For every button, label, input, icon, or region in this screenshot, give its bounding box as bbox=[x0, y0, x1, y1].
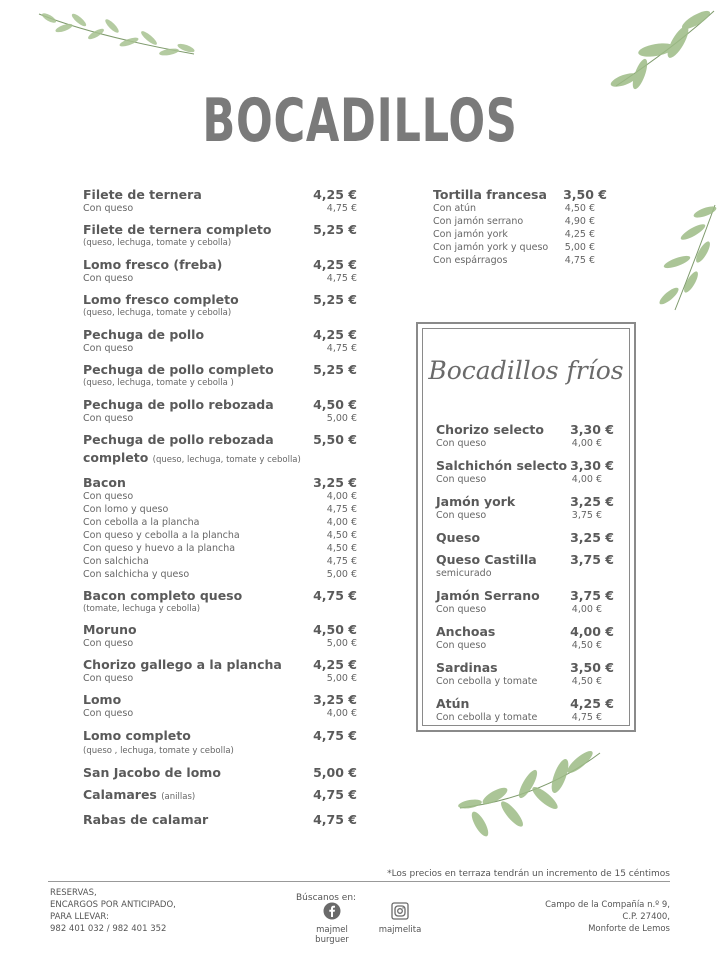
item-name: Filete de ternera completo bbox=[83, 222, 272, 237]
item-price: 4,75 € bbox=[313, 812, 357, 827]
sub-label: Con queso bbox=[436, 640, 487, 651]
item-price: 3,30 € bbox=[570, 458, 614, 473]
sub-price: 3,75 € bbox=[571, 510, 602, 521]
menu-item bbox=[83, 257, 357, 285]
menu-item bbox=[83, 432, 357, 468]
item-price: 5,25 € bbox=[313, 362, 357, 377]
sub-label: Con queso bbox=[436, 474, 487, 485]
sub-item bbox=[436, 603, 614, 616]
footer-divider bbox=[48, 881, 670, 882]
item-description: (queso, lechuga, tomate y cebolla ) bbox=[83, 378, 234, 388]
menu-item bbox=[83, 657, 357, 685]
item-inline-description: (queso, lechuga, tomate y cebolla) bbox=[152, 455, 301, 465]
footer-contact-line: ENCARGOS POR ANTICIPADO, bbox=[50, 900, 176, 910]
sub-label: Con queso bbox=[83, 413, 134, 424]
item-price: 4,25 € bbox=[313, 257, 357, 272]
leaf-branch-top-right-icon bbox=[596, 6, 716, 96]
sub-price: 4,75 € bbox=[326, 343, 357, 354]
sub-label: semicurado bbox=[436, 568, 492, 579]
sub-price: 4,00 € bbox=[326, 517, 357, 528]
footer-phone: 982 401 032 / 982 401 352 bbox=[50, 924, 167, 934]
item-name: Queso Castilla bbox=[436, 552, 537, 567]
sub-price: 4,00 € bbox=[571, 604, 602, 615]
sub-item bbox=[83, 272, 357, 285]
item-description: (queso, lechuga, tomate y cebolla) bbox=[83, 238, 232, 248]
sub-price: 4,50 € bbox=[564, 203, 595, 214]
item-name: Lomo fresco (freba) bbox=[83, 257, 223, 272]
sub-item bbox=[83, 542, 357, 555]
sub-item bbox=[436, 437, 614, 450]
sub-label: Con queso bbox=[83, 273, 134, 284]
sub-price: 4,75 € bbox=[326, 203, 357, 214]
item-name: Atún bbox=[436, 696, 470, 711]
sub-label: Con jamón york y queso bbox=[433, 242, 549, 253]
menu-left-column bbox=[83, 187, 357, 827]
item-name: Lomo fresco completo bbox=[83, 292, 239, 307]
item-name: Bacon completo queso bbox=[83, 588, 243, 603]
sub-item bbox=[83, 503, 357, 516]
item-name: Tortilla francesa bbox=[433, 187, 547, 202]
item-name: Bacon bbox=[83, 475, 126, 490]
sub-item bbox=[436, 509, 614, 522]
sub-price: 4,00 € bbox=[326, 708, 357, 719]
item-price: 3,30 € bbox=[570, 422, 614, 437]
item-name: Lomo bbox=[83, 692, 122, 707]
sub-price: 4,25 € bbox=[564, 229, 595, 240]
item-price: 5,00 € bbox=[313, 765, 357, 780]
item-name: Chorizo selecto bbox=[436, 422, 544, 437]
item-name: Sardinas bbox=[436, 660, 498, 675]
item-price: 5,25 € bbox=[313, 222, 357, 237]
sub-item bbox=[83, 568, 357, 581]
facebook-icon bbox=[323, 902, 341, 920]
sub-price: 5,00 € bbox=[564, 242, 595, 253]
sub-label: Con queso bbox=[83, 203, 134, 214]
menu-item bbox=[436, 422, 614, 450]
sub-label: Con queso bbox=[83, 673, 134, 684]
sub-price: 4,75 € bbox=[326, 273, 357, 284]
item-price: 5,50 € bbox=[313, 432, 357, 447]
sub-item bbox=[83, 529, 357, 542]
item-price: 3,75 € bbox=[570, 552, 614, 567]
menu-item bbox=[83, 475, 357, 581]
item-price: 3,25 € bbox=[313, 475, 357, 490]
item-name: Moruno bbox=[83, 622, 137, 637]
item-price: 4,50 € bbox=[313, 622, 357, 637]
item-price: 3,50 € bbox=[570, 660, 614, 675]
item-price: 3,25 € bbox=[570, 494, 614, 509]
sub-price: 4,75 € bbox=[326, 556, 357, 567]
sub-item bbox=[433, 254, 607, 267]
leaf-branch-top-left-icon bbox=[34, 6, 199, 66]
item-name-line2: completo bbox=[83, 450, 149, 465]
page-title: BOCADILLOS bbox=[202, 86, 518, 156]
menu-item bbox=[83, 292, 357, 319]
item-name: Pechuga de pollo rebozada bbox=[83, 432, 274, 447]
sub-item bbox=[83, 412, 357, 425]
menu-item bbox=[83, 692, 357, 720]
footer-address-line: Monforte de Lemos bbox=[588, 924, 670, 934]
menu-item bbox=[83, 362, 357, 389]
item-description: (queso, lechuga, tomate y cebolla) bbox=[83, 308, 232, 318]
item-price: 3,25 € bbox=[570, 530, 614, 545]
menu-item bbox=[83, 787, 357, 805]
facebook-handle: majmel burguer bbox=[315, 925, 349, 945]
item-price: 4,25 € bbox=[313, 657, 357, 672]
menu-item bbox=[83, 812, 357, 827]
item-price: 3,50 € bbox=[563, 187, 607, 202]
menu-item bbox=[436, 494, 614, 522]
sub-price: 4,50 € bbox=[571, 676, 602, 687]
leaf-branch-bottom-icon bbox=[450, 748, 610, 848]
sub-item bbox=[433, 215, 607, 228]
sub-label: Con queso bbox=[436, 510, 487, 521]
sub-price: 4,00 € bbox=[571, 438, 602, 449]
menu-item bbox=[83, 222, 357, 249]
instagram-link[interactable] bbox=[370, 902, 430, 935]
frios-title: Bocadillos fríos bbox=[428, 356, 624, 385]
sub-label: Con queso bbox=[83, 638, 134, 649]
sub-item bbox=[436, 711, 614, 724]
menu-item bbox=[83, 728, 357, 757]
menu-item bbox=[83, 622, 357, 650]
menu-item bbox=[436, 458, 614, 486]
item-name-continued bbox=[83, 450, 357, 468]
sub-item bbox=[83, 672, 357, 685]
frios-list bbox=[436, 422, 614, 724]
item-price: 5,25 € bbox=[313, 292, 357, 307]
item-name: San Jacobo de lomo bbox=[83, 765, 221, 780]
sub-price: 5,00 € bbox=[326, 638, 357, 649]
sub-price: 4,75 € bbox=[571, 712, 602, 723]
sub-price: 4,75 € bbox=[564, 255, 595, 266]
sub-label: Con queso y huevo a la plancha bbox=[83, 543, 236, 554]
item-name: Jamón york bbox=[436, 494, 516, 509]
menu-item bbox=[436, 552, 614, 580]
item-price: 4,75 € bbox=[313, 588, 357, 603]
menu-item bbox=[83, 187, 357, 215]
item-price: 3,25 € bbox=[313, 692, 357, 707]
item-price: 4,75 € bbox=[313, 728, 357, 743]
item-name: Rabas de calamar bbox=[83, 812, 209, 827]
item-price: 4,25 € bbox=[313, 187, 357, 202]
sub-item bbox=[436, 567, 614, 580]
item-price: 4,00 € bbox=[570, 624, 614, 639]
sub-item bbox=[83, 707, 357, 720]
sub-price: 4,00 € bbox=[326, 491, 357, 502]
sub-label: Con espárragos bbox=[433, 255, 508, 266]
menu-item bbox=[83, 765, 357, 780]
footer-contact-line: PARA LLEVAR: bbox=[50, 912, 109, 922]
item-price: 4,25 € bbox=[313, 327, 357, 342]
item-price: 4,25 € bbox=[570, 696, 614, 711]
menu-item bbox=[433, 187, 607, 267]
item-name: Pechuga de pollo bbox=[83, 327, 205, 342]
sub-item bbox=[83, 490, 357, 503]
terrace-price-note: *Los precios en terraza tendrán un incremento de 15 céntimos bbox=[387, 869, 670, 879]
item-name: Lomo completo bbox=[83, 728, 191, 743]
sub-label: Con queso bbox=[83, 343, 134, 354]
sub-label: Con cebolla y tomate bbox=[436, 712, 538, 723]
sub-item bbox=[83, 637, 357, 650]
sub-item bbox=[433, 202, 607, 215]
sub-label: Con cebolla y tomate bbox=[436, 676, 538, 687]
sub-label: Con lomo y queso bbox=[83, 504, 169, 515]
sub-label: Con jamón york bbox=[433, 229, 508, 240]
sub-item bbox=[436, 473, 614, 486]
sub-label: Con queso bbox=[436, 438, 487, 449]
footer-contact-line: RESERVAS, bbox=[50, 888, 97, 898]
menu-item bbox=[436, 530, 614, 545]
sub-item bbox=[433, 228, 607, 241]
footer-address-line: C.P. 27400, bbox=[622, 912, 670, 922]
sub-label: Con queso bbox=[83, 708, 134, 719]
footer-address-line: Campo de la Compañía n.º 9, bbox=[545, 900, 670, 910]
item-price: 4,50 € bbox=[313, 397, 357, 412]
menu-item bbox=[436, 624, 614, 652]
menu-item bbox=[83, 327, 357, 355]
sub-item bbox=[83, 555, 357, 568]
item-name: Queso bbox=[436, 530, 481, 545]
sub-price: 5,00 € bbox=[326, 673, 357, 684]
item-price: 3,75 € bbox=[570, 588, 614, 603]
sub-item bbox=[83, 202, 357, 215]
sub-price: 4,50 € bbox=[326, 543, 357, 554]
item-name: Pechuga de pollo completo bbox=[83, 362, 274, 377]
menu-item bbox=[436, 588, 614, 616]
instagram-icon bbox=[391, 902, 409, 920]
sub-label: Con jamón serrano bbox=[433, 216, 524, 227]
item-name: Jamón Serrano bbox=[436, 588, 540, 603]
sub-label: Con salchicha y queso bbox=[83, 569, 190, 580]
menu-item bbox=[436, 660, 614, 688]
sub-price: 5,00 € bbox=[326, 569, 357, 580]
item-price: 4,75 € bbox=[313, 787, 357, 802]
social-label: Búscanos en: bbox=[296, 893, 357, 903]
footer-contact bbox=[50, 887, 176, 935]
sub-label: Con queso y cebolla a la plancha bbox=[83, 530, 240, 541]
sub-item bbox=[433, 241, 607, 254]
facebook-link[interactable] bbox=[302, 902, 362, 945]
menu-item bbox=[436, 696, 614, 724]
sub-item bbox=[436, 675, 614, 688]
sub-item bbox=[83, 342, 357, 355]
sub-label: Con cebolla a la plancha bbox=[83, 517, 200, 528]
sub-label: Con queso bbox=[436, 604, 487, 615]
item-description: (tomate, lechuga y cebolla) bbox=[83, 604, 201, 614]
sub-label: Con salchicha bbox=[83, 556, 149, 567]
sub-price: 4,50 € bbox=[571, 640, 602, 651]
item-name: Salchichón selecto bbox=[436, 458, 568, 473]
tortilla-section bbox=[433, 187, 607, 267]
item-name: Filete de ternera bbox=[83, 187, 202, 202]
sub-item bbox=[83, 516, 357, 529]
footer-address bbox=[545, 899, 670, 935]
sub-item bbox=[436, 639, 614, 652]
item-name: Chorizo gallego a la plancha bbox=[83, 657, 282, 672]
item-description: (queso , lechuga, tomate y cebolla) bbox=[83, 746, 234, 756]
item-name: Anchoas bbox=[436, 624, 496, 639]
sub-price: 5,00 € bbox=[326, 413, 357, 424]
item-name: Calamares bbox=[83, 787, 157, 802]
leaf-branch-right-icon bbox=[655, 200, 717, 315]
sub-label: Con queso bbox=[83, 491, 134, 502]
menu-item bbox=[83, 588, 357, 615]
frios-frame bbox=[416, 322, 636, 732]
sub-price: 4,00 € bbox=[571, 474, 602, 485]
sub-price: 4,50 € bbox=[326, 530, 357, 541]
menu-item bbox=[83, 397, 357, 425]
item-name: Pechuga de pollo rebozada bbox=[83, 397, 274, 412]
instagram-handle: majmelita bbox=[378, 925, 422, 935]
sub-price: 4,90 € bbox=[564, 216, 595, 227]
sub-price: 4,75 € bbox=[326, 504, 357, 515]
sub-label: Con atún bbox=[433, 203, 477, 214]
item-inline-description: (anillas) bbox=[161, 792, 196, 802]
